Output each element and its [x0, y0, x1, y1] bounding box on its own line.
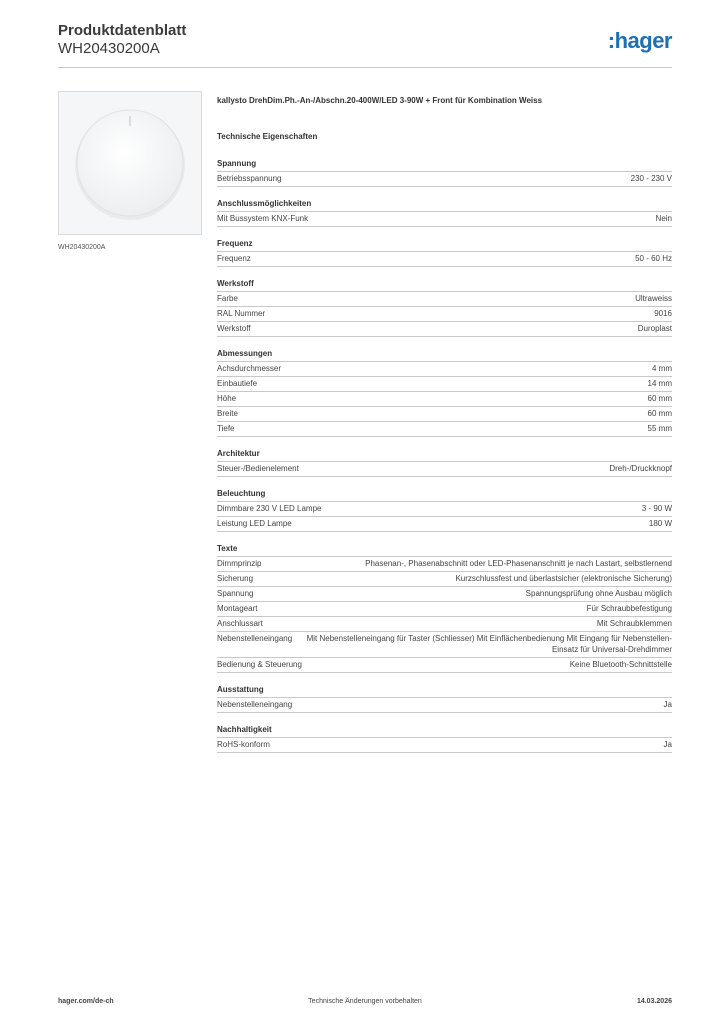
- section-header: Beleuchtung: [217, 489, 266, 498]
- spec-value: Kurzschlussfest und überlastsicher (elektronische Sicherung): [455, 574, 672, 583]
- spec-label: Farbe: [217, 294, 238, 303]
- spec-label: Steuer-/Bedienelement: [217, 464, 299, 473]
- spec-value: Mit Schraubklemmen: [596, 619, 672, 628]
- spec-value: 60 mm: [647, 394, 672, 403]
- spec-label: Breite: [217, 409, 238, 418]
- spec-label: Werkstoff: [217, 324, 251, 333]
- spec-label: Spannung: [217, 589, 254, 598]
- spec-label: Dimmprinzip: [217, 559, 262, 568]
- spec-value: 55 mm: [647, 424, 672, 433]
- spec-value: 180 W: [648, 519, 672, 528]
- spec-label: Sicherung: [217, 574, 254, 583]
- spec-label: Dimmbare 230 V LED Lampe: [217, 504, 322, 513]
- product-sku: WH20430200A: [58, 40, 160, 57]
- spec-section: [217, 158, 672, 187]
- spec-label: RoHS-konform: [217, 740, 270, 749]
- spec-label: Frequenz: [217, 254, 251, 263]
- section-header: Ausstattung: [217, 685, 264, 694]
- spec-row: [217, 516, 672, 532]
- spec-value: 3 - 90 W: [641, 504, 672, 513]
- spec-row: [217, 657, 672, 673]
- spec-value: Mit Nebenstelleneingang für Taster (Schliesser) Mit Einflächenbedienung Mit Eingang für Nebenstellen-Einsatz für Universal-Drehdimmer: [306, 634, 672, 654]
- spec-label: Achsdurchmesser: [217, 364, 282, 373]
- spec-row: [217, 421, 672, 437]
- spec-label: Bedienung & Steuerung: [217, 660, 302, 669]
- section-header: Werkstoff: [217, 279, 254, 288]
- spec-section: [217, 488, 672, 532]
- spec-row: [217, 556, 672, 571]
- section-header: Spannung: [217, 159, 257, 168]
- product-image: [58, 91, 202, 235]
- section-header: Abmessungen: [217, 349, 273, 358]
- spec-value: Spannungsprüfung ohne Ausbau möglich: [525, 589, 672, 598]
- spec-row: [217, 171, 672, 187]
- spec-row: [217, 391, 672, 406]
- spec-row: [217, 211, 672, 227]
- spec-row: [217, 321, 672, 337]
- spec-value: 230 - 230 V: [630, 174, 672, 183]
- spec-content: [217, 95, 672, 764]
- spec-label: Nebenstelleneingang: [217, 700, 293, 709]
- section-header: Texte: [217, 544, 238, 553]
- footer-disclaimer: Technische Änderungen vorbehalten: [308, 998, 422, 1005]
- spec-section: [217, 278, 672, 337]
- spec-label: RAL Nummer: [217, 309, 266, 318]
- hager-logo: :hager: [607, 28, 672, 53]
- spec-row: [217, 737, 672, 753]
- spec-value: Ultraweiss: [635, 294, 672, 303]
- spec-row: [217, 406, 672, 421]
- spec-row: [217, 631, 672, 657]
- spec-label: Montageart: [217, 604, 258, 613]
- spec-label: Einbautiefe: [217, 379, 258, 388]
- spec-value: 4 mm: [652, 364, 672, 373]
- dimmer-knob-image: [59, 92, 201, 234]
- spec-row: [217, 571, 672, 586]
- spec-value: 9016: [654, 309, 672, 318]
- technical-properties-heading: Technische Eigenschaften: [217, 132, 318, 141]
- footer-date: 14.03.2026: [636, 998, 672, 1005]
- spec-value: 50 - 60 Hz: [635, 254, 672, 263]
- spec-value: Dreh-/Druckknopf: [609, 464, 672, 473]
- spec-value: Keine Bluetooth-Schnittstelle: [569, 660, 672, 669]
- section-header: Architektur: [217, 449, 260, 458]
- spec-value: Ja: [663, 740, 672, 749]
- spec-label: Mit Bussystem KNX-Funk: [217, 214, 309, 223]
- spec-section: [217, 543, 672, 673]
- spec-label: Höhe: [217, 394, 237, 403]
- spec-value: Ja: [663, 700, 672, 709]
- page-title: Produktdatenblatt: [58, 22, 187, 39]
- spec-section: [217, 448, 672, 477]
- spec-section: [217, 724, 672, 753]
- spec-section: [217, 348, 672, 437]
- spec-section: [217, 684, 672, 713]
- spec-row: [217, 306, 672, 321]
- section-header: Nachhaltigkeit: [217, 725, 272, 734]
- spec-value: Für Schraubbefestigung: [586, 604, 672, 613]
- spec-row: [217, 251, 672, 267]
- spec-row: [217, 461, 672, 477]
- header-divider: [58, 67, 672, 68]
- spec-label: Betriebsspannung: [217, 174, 282, 183]
- spec-sections: [217, 158, 672, 753]
- spec-label: Leistung LED Lampe: [217, 519, 292, 528]
- spec-value: 14 mm: [647, 379, 672, 388]
- spec-row: [217, 697, 672, 713]
- spec-row: [217, 601, 672, 616]
- spec-row: [217, 361, 672, 376]
- spec-row: [217, 376, 672, 391]
- section-header: Frequenz: [217, 239, 253, 248]
- spec-value: Nein: [655, 214, 672, 223]
- image-caption: WH20430200A: [58, 244, 106, 251]
- spec-value: Phasenan-, Phasenabschnitt oder LED-Phasenanschnitt je nach Lastart, selbstlernend: [365, 559, 672, 568]
- spec-section: [217, 198, 672, 227]
- spec-label: Anschlussart: [217, 619, 263, 628]
- spec-value: 60 mm: [647, 409, 672, 418]
- spec-section: [217, 238, 672, 267]
- footer-website: hager.com/de-ch: [58, 998, 114, 1005]
- spec-row: [217, 586, 672, 601]
- spec-row: [217, 501, 672, 516]
- product-description: kallysto DrehDim.Ph.-An-/Abschn.20-400W/LED 3-90W + Front für Kombination Weiss: [217, 96, 543, 105]
- spec-label: Tiefe: [217, 424, 235, 433]
- spec-row: [217, 291, 672, 306]
- section-header: Anschlussmöglichkeiten: [217, 199, 312, 208]
- spec-row: [217, 616, 672, 631]
- spec-value: Duroplast: [637, 324, 672, 333]
- spec-label: Nebenstelleneingang: [217, 634, 293, 643]
